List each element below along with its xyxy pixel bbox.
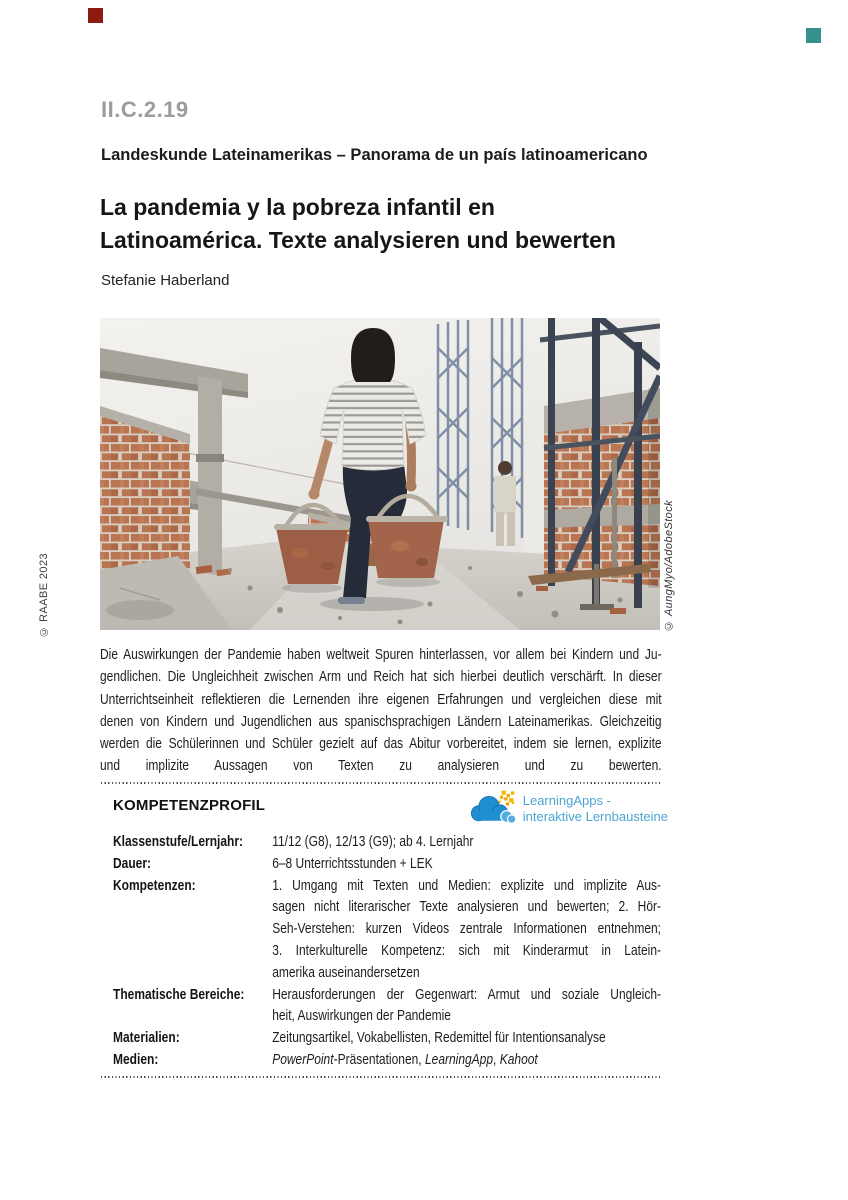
left-bucket <box>276 528 348 584</box>
row-label: Kompetenzen: <box>113 876 196 894</box>
row-label: Dauer: <box>113 854 152 872</box>
kompetenzprofil-heading: KOMPETENZPROFIL <box>113 797 266 814</box>
corner-mark-red <box>88 8 103 23</box>
photo-illustration <box>100 318 660 630</box>
row-value: Zeitungsartikel, Vokabellisten, Redemittel für Intentionsanalyse <box>272 1029 606 1047</box>
row-label: Klassenstufe/Lernjahr: <box>113 833 244 850</box>
doc-code: II.C.2.19 <box>101 97 189 122</box>
table-row-klassenstufe <box>113 831 661 853</box>
intro-paragraph <box>100 644 662 778</box>
dotted-divider-top <box>101 782 661 784</box>
photo-credit: © AungMyo/AdobeStock <box>663 500 675 632</box>
table-row-kompetenzen <box>113 875 661 984</box>
page-title <box>100 191 616 257</box>
row-value: Herausforderungen der Gegenwart: Armut und soziale Ungleich- heit, Auswirkungen der Pandemie <box>272 985 661 1025</box>
table-row-thematische-bereiche <box>113 984 661 1028</box>
author-name: Stefanie Haberland <box>101 272 230 289</box>
intro-line: werden die Schülerinnen und Schüler gezielt auf das Abitur vorbereitet, indem sie lernen, explizite <box>100 735 662 753</box>
intro-line: gendlichen. Die Ungleichheit zwischen Arm und Reich hat sich hierbei deutlich verschärft. In dieser <box>100 668 662 686</box>
row-value: 1. Umgang mit Texten und Medien: explizite und implizite Aus- sagen nicht literarischer Texte analysieren und bewerten; 2. Hör- Seh-Verstehen: kurzen Videos zentrale Informationen entnehmen; 3. Interkulturelle Kompetenz: sich mit Kinderarmut in Latein- amerika auseinandersetzen <box>272 876 661 981</box>
table-row-dauer <box>113 853 661 875</box>
intro-line: denen von Kindern und Jugendlichen aus spanischsprachigen Ländern Lateinamerikas. Gleichzeitig <box>100 712 662 730</box>
series-title: Landeskunde Lateinamerikas – Panorama de un país latinoamericano <box>101 146 648 164</box>
intro-line: Die Auswirkungen der Pandemie haben weltweit Spuren hinterlassen, vor allem bei Kindern und Ju- <box>100 646 662 663</box>
row-label: Materialien: <box>113 1029 180 1047</box>
kompetenzprofil-table <box>113 831 661 1071</box>
intro-line: und implizite Aussagen von Texten zu analysieren und zu bewerten. <box>100 757 662 775</box>
intro-line: Unterrichtseinheit reflektieren die Lernenden ihre eigenen Erfahrungen und vergleichen diese mit <box>100 690 662 708</box>
row-value: 6–8 Unterrichtsstunden + LEK <box>272 854 433 872</box>
row-label: Medien: <box>113 1050 159 1068</box>
table-row-medien <box>113 1049 661 1071</box>
row-label: Thematische Bereiche: <box>113 985 245 1003</box>
row-value: PowerPoint-Präsentationen, LearningApp, Kahoot <box>272 1050 538 1068</box>
learningapps-logo-text: LearningApps - interaktive Lernbausteine <box>522 793 668 824</box>
row-value: 11/12 (G8), 12/13 (G9); ab 4. Lernjahr <box>272 833 474 850</box>
learningapps-logo <box>468 786 668 832</box>
article-photo-construction-site <box>100 318 660 630</box>
corner-mark-teal <box>806 28 821 43</box>
page-title-line1: La pandemia y la pobreza infantil en <box>100 194 495 220</box>
learningapps-cloud-icon <box>468 787 517 831</box>
dotted-divider-bottom <box>101 1076 661 1078</box>
table-row-materialien <box>113 1027 661 1049</box>
publisher-copyright: © RAABE 2023 <box>38 553 50 638</box>
page-title-line2: Latinoamérica. Texte analysieren und bewerten <box>100 227 616 253</box>
